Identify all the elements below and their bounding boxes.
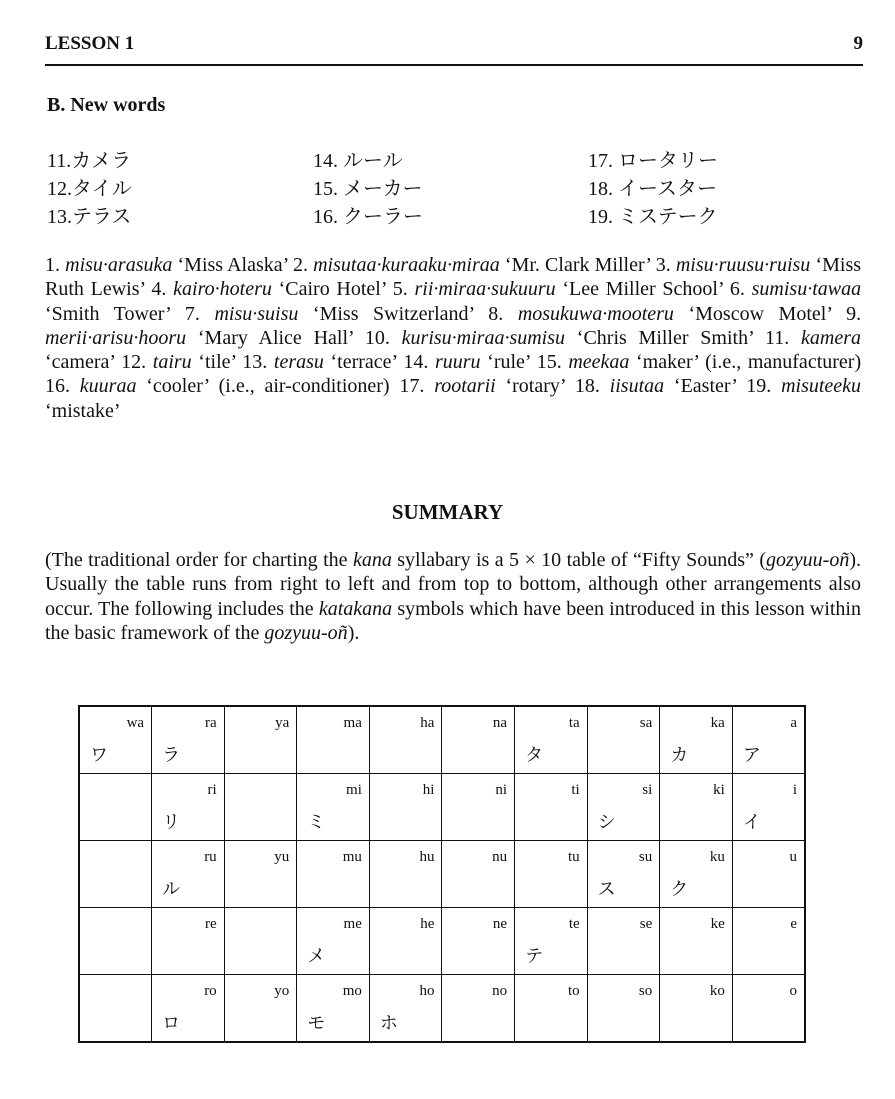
gloss-item xyxy=(365,327,753,349)
term-gozyuu-on: gozyuu-oñ xyxy=(766,549,850,571)
gloss-number: 10. xyxy=(364,326,390,349)
new-word: 13.テラス xyxy=(47,206,132,228)
gloss-english: ‘rotary’ xyxy=(505,375,566,398)
gloss-romanization: terasu xyxy=(273,351,324,374)
gloss-romanization: kamera xyxy=(801,326,861,349)
gloss-english: ‘cooler’ (i.e., air-conditioner) xyxy=(146,375,390,398)
romaji-label: ru xyxy=(204,849,217,865)
gloss-number: 11. xyxy=(765,326,790,349)
kana-cell xyxy=(369,841,442,908)
gloss-romanization: kairo·hoteru xyxy=(173,278,272,301)
gloss-item xyxy=(488,303,831,325)
romaji-label: ri xyxy=(207,782,217,798)
gloss-english: ‘mistake’ xyxy=(45,399,121,422)
gloss-item xyxy=(403,351,530,373)
gloss-romanization: misu·arasuka xyxy=(65,254,173,276)
romaji-label: ya xyxy=(275,715,290,731)
kana-cell xyxy=(660,841,733,908)
gloss-english: ‘Moscow Motel’ xyxy=(688,302,832,325)
kana-cell xyxy=(297,774,370,841)
katakana-char: タ xyxy=(525,745,544,766)
page-number: 9 xyxy=(853,33,863,54)
kana-cell xyxy=(79,706,152,774)
gloss-english: ‘maker’ (i.e., manufacturer) xyxy=(636,351,862,374)
romaji-label: na xyxy=(492,715,508,731)
gloss-romanization: rii·miraa·sukuuru xyxy=(414,278,556,301)
kana-cell xyxy=(515,841,588,908)
gloss-number: 14. xyxy=(403,351,429,374)
gloss-number: 17. xyxy=(399,375,425,398)
gloss-number: 15. xyxy=(536,351,562,374)
romaji-label: u xyxy=(789,849,797,865)
romaji-label: e xyxy=(790,916,797,932)
kana-row xyxy=(79,975,805,1043)
kana-cell xyxy=(152,774,225,841)
gloss-number: 1. xyxy=(45,254,60,276)
kana-cell xyxy=(79,841,152,908)
new-word: 11.カメラ xyxy=(47,150,132,172)
gloss-number: 13. xyxy=(242,351,268,374)
romaji-label: so xyxy=(638,983,653,999)
gloss-romanization: misuteeku xyxy=(781,375,862,398)
gloss-english: ‘Easter’ xyxy=(673,375,737,398)
romaji-label: mu xyxy=(342,849,362,865)
kana-cell xyxy=(224,841,297,908)
kana-cell xyxy=(660,908,733,975)
kana-cell xyxy=(297,706,370,774)
new-word: 14. ルール xyxy=(313,150,403,172)
katakana-char: ル xyxy=(162,879,181,900)
romaji-label: yu xyxy=(274,849,290,865)
kana-cell xyxy=(79,975,152,1043)
gloss-english: ‘tile’ xyxy=(198,351,236,374)
kana-cell xyxy=(732,774,805,841)
gloss-item xyxy=(242,351,396,373)
gloss-english: ‘Mr. Clark Miller’ xyxy=(504,254,651,276)
kana-cell xyxy=(152,975,225,1043)
kana-cell xyxy=(442,975,515,1043)
gloss-number: 2. xyxy=(292,254,308,276)
romaji-label: mo xyxy=(342,983,362,999)
romaji-label: nu xyxy=(492,849,508,865)
kana-cell xyxy=(515,774,588,841)
romaji-label: ma xyxy=(343,715,362,731)
kana-cell xyxy=(587,706,660,774)
romaji-label: sa xyxy=(639,715,653,731)
lesson-label: LESSON 1 xyxy=(45,33,135,54)
romaji-label: hu xyxy=(419,849,435,865)
gloss-english: ‘Smith Tower’ xyxy=(45,302,171,325)
kana-cell xyxy=(587,841,660,908)
romaji-label: ka xyxy=(710,715,725,731)
gloss-english: ‘Chris Miller Smith’ xyxy=(576,326,754,349)
romaji-label: me xyxy=(343,916,362,932)
summary-text: syllabary is a 5 × 10 table of “Fifty Sounds” ( xyxy=(391,549,766,571)
romaji-label: ko xyxy=(709,983,725,999)
katakana-char: ア xyxy=(742,745,761,766)
katakana-char: シ xyxy=(597,812,616,833)
romaji-label: ni xyxy=(495,782,508,798)
kana-cell xyxy=(369,774,442,841)
romaji-label: se xyxy=(639,916,653,932)
romaji-label: ne xyxy=(492,916,508,932)
katakana-char: ホ xyxy=(379,1013,398,1034)
kana-cell xyxy=(369,908,442,975)
kana-cell xyxy=(732,908,805,975)
katakana-char: ラ xyxy=(162,745,181,766)
term-katakana: katakana xyxy=(318,597,393,620)
new-words-list xyxy=(47,144,863,234)
romaji-label: ha xyxy=(420,715,435,731)
gloss-item xyxy=(537,351,861,373)
gloss-romanization: kuuraa xyxy=(79,375,137,398)
summary-text: ). xyxy=(347,621,360,644)
gloss-english: ‘terrace’ xyxy=(330,351,397,374)
romaji-label: ke xyxy=(710,916,725,932)
kana-cell xyxy=(442,908,515,975)
kana-cell xyxy=(660,706,733,774)
new-word: 16. クーラー xyxy=(313,206,423,228)
kana-cell xyxy=(660,975,733,1043)
kana-cell xyxy=(732,706,805,774)
gloss-number: 12. xyxy=(121,351,147,374)
gloss-item xyxy=(121,351,236,373)
gloss-item xyxy=(151,278,386,300)
gloss-number: 3. xyxy=(655,254,671,276)
kana-cell xyxy=(587,975,660,1043)
romanization-glosses xyxy=(45,253,861,423)
kana-cell xyxy=(152,841,225,908)
kana-row xyxy=(79,908,805,975)
kana-cell xyxy=(224,774,297,841)
katakana-char: ワ xyxy=(90,745,108,766)
kana-cell xyxy=(442,706,515,774)
katakana-char: ロ xyxy=(162,1013,181,1034)
new-word: 12.タイル xyxy=(47,178,132,200)
gloss-item xyxy=(45,254,288,276)
romaji-label: ho xyxy=(419,983,435,999)
gloss-english: ‘Cairo Hotel’ xyxy=(278,278,387,301)
kana-cell xyxy=(587,908,660,975)
romaji-label: su xyxy=(638,849,653,865)
kana-cell xyxy=(79,774,152,841)
katakana-char: モ xyxy=(307,1013,326,1034)
romaji-label: ku xyxy=(709,849,725,865)
kana-cell xyxy=(224,706,297,774)
gloss-item xyxy=(293,254,651,276)
romaji-label: re xyxy=(205,916,217,932)
gloss-english: ‘camera’ xyxy=(45,351,115,374)
kana-cell xyxy=(515,975,588,1043)
katakana-char: ミ xyxy=(307,812,326,833)
kana-cell xyxy=(732,841,805,908)
gloss-item xyxy=(393,278,723,300)
romaji-label: te xyxy=(568,916,580,932)
summary-heading: SUMMARY xyxy=(391,500,504,524)
kana-cell xyxy=(515,908,588,975)
kana-cell xyxy=(442,774,515,841)
kana-cell xyxy=(152,706,225,774)
romaji-label: ki xyxy=(713,782,725,798)
page-header xyxy=(45,30,863,66)
kana-cell xyxy=(515,706,588,774)
kana-table xyxy=(78,705,806,1043)
gloss-number: 16. xyxy=(45,375,70,398)
kana-cell xyxy=(297,841,370,908)
gloss-romanization: rootarii xyxy=(434,375,496,398)
romaji-label: he xyxy=(420,916,435,932)
romaji-label: i xyxy=(792,782,797,798)
romaji-label: si xyxy=(642,782,653,798)
romaji-label: no xyxy=(492,983,508,999)
gloss-english: ‘Miss Alaska’ xyxy=(177,254,288,276)
gloss-number: 7. xyxy=(184,302,200,325)
kana-cell xyxy=(79,908,152,975)
romaji-label: tu xyxy=(567,849,580,865)
gloss-item xyxy=(399,375,565,397)
gloss-romanization: ruuru xyxy=(434,351,481,374)
katakana-char: リ xyxy=(162,812,181,833)
kana-cell xyxy=(587,774,660,841)
gloss-item xyxy=(185,303,474,325)
romaji-label: o xyxy=(789,983,797,999)
summary-text: ). Usually the table runs from right to left and from top to bottom, although other arrangements also occur. The following includes the xyxy=(45,549,861,620)
gloss-romanization: sumisu·tawaa xyxy=(751,278,862,301)
kana-row xyxy=(79,774,805,841)
romaji-label: to xyxy=(567,983,580,999)
gloss-number: 18. xyxy=(574,375,600,398)
gloss-romanization: merii·arisu·hooru xyxy=(45,326,187,349)
kana-cell xyxy=(224,975,297,1043)
romaji-label: mi xyxy=(346,782,362,798)
kana-row xyxy=(79,841,805,908)
gloss-romanization: kurisu·miraa·sumisu xyxy=(401,326,566,349)
gloss-english: ‘Lee Miller School’ xyxy=(562,278,724,301)
summary-text: (The traditional order for charting the xyxy=(45,549,353,571)
kana-cell xyxy=(369,975,442,1043)
new-word: 19. ミステーク xyxy=(588,206,718,228)
new-word: 18. イースター xyxy=(588,178,717,200)
kana-cell xyxy=(369,706,442,774)
gloss-item xyxy=(45,375,390,397)
katakana-char: カ xyxy=(670,745,689,766)
gloss-english: ‘Miss Switzerland’ xyxy=(312,302,474,325)
gloss-english: ‘rule’ xyxy=(487,351,531,374)
romaji-label: a xyxy=(790,715,797,731)
summary-text: symbols which have been introduced in this lesson within the basic framework of the xyxy=(45,597,861,644)
gloss-romanization: mosukuwa·mooteru xyxy=(517,302,674,325)
katakana-char: ス xyxy=(597,879,616,900)
romaji-label: wa xyxy=(126,715,145,731)
summary-paragraph xyxy=(45,548,861,645)
kana-cell xyxy=(297,908,370,975)
romaji-label: ro xyxy=(204,983,217,999)
gloss-number: 4. xyxy=(151,278,167,301)
gloss-romanization: misutaa·kuraaku·miraa xyxy=(313,254,500,276)
romaji-label: ra xyxy=(205,715,217,731)
kana-cell xyxy=(442,841,515,908)
gloss-romanization: tairu xyxy=(152,351,192,374)
kana-cell xyxy=(224,908,297,975)
new-word: 15. メーカー xyxy=(313,178,423,200)
kana-cell xyxy=(297,975,370,1043)
romaji-label: hi xyxy=(422,782,435,798)
gloss-number: 8. xyxy=(488,302,504,325)
gloss-english: ‘Mary Alice Hall’ xyxy=(197,326,354,349)
katakana-char: メ xyxy=(307,946,326,967)
romaji-label: yo xyxy=(274,983,290,999)
section-title: B. New words xyxy=(47,94,166,116)
kana-cell xyxy=(660,774,733,841)
gloss-number: 9. xyxy=(846,302,862,325)
term-gozyuu-on: gozyuu-oñ xyxy=(264,621,348,644)
gloss-english: ‘Miss Ruth Lewis’ xyxy=(45,254,862,301)
gloss-romanization: misu·suisu xyxy=(214,302,299,325)
katakana-char: イ xyxy=(742,812,761,833)
gloss-number: 5. xyxy=(392,278,408,301)
katakana-char: ク xyxy=(670,879,689,900)
gloss-romanization: meekaa xyxy=(568,351,630,374)
gloss-number: 19. xyxy=(746,375,772,398)
romaji-label: ta xyxy=(568,715,580,731)
katakana-char: テ xyxy=(525,946,544,967)
romaji-label: ti xyxy=(571,782,580,798)
gloss-item xyxy=(575,375,737,397)
kana-cell xyxy=(732,975,805,1043)
kana-cell xyxy=(152,908,225,975)
new-word: 17. ロータリー xyxy=(588,150,718,172)
term-kana: kana xyxy=(352,549,392,571)
gloss-romanization: misu·ruusu·ruisu xyxy=(675,254,811,276)
kana-row xyxy=(79,706,805,774)
gloss-number: 6. xyxy=(729,278,745,301)
gloss-romanization: iisutaa xyxy=(609,375,665,398)
